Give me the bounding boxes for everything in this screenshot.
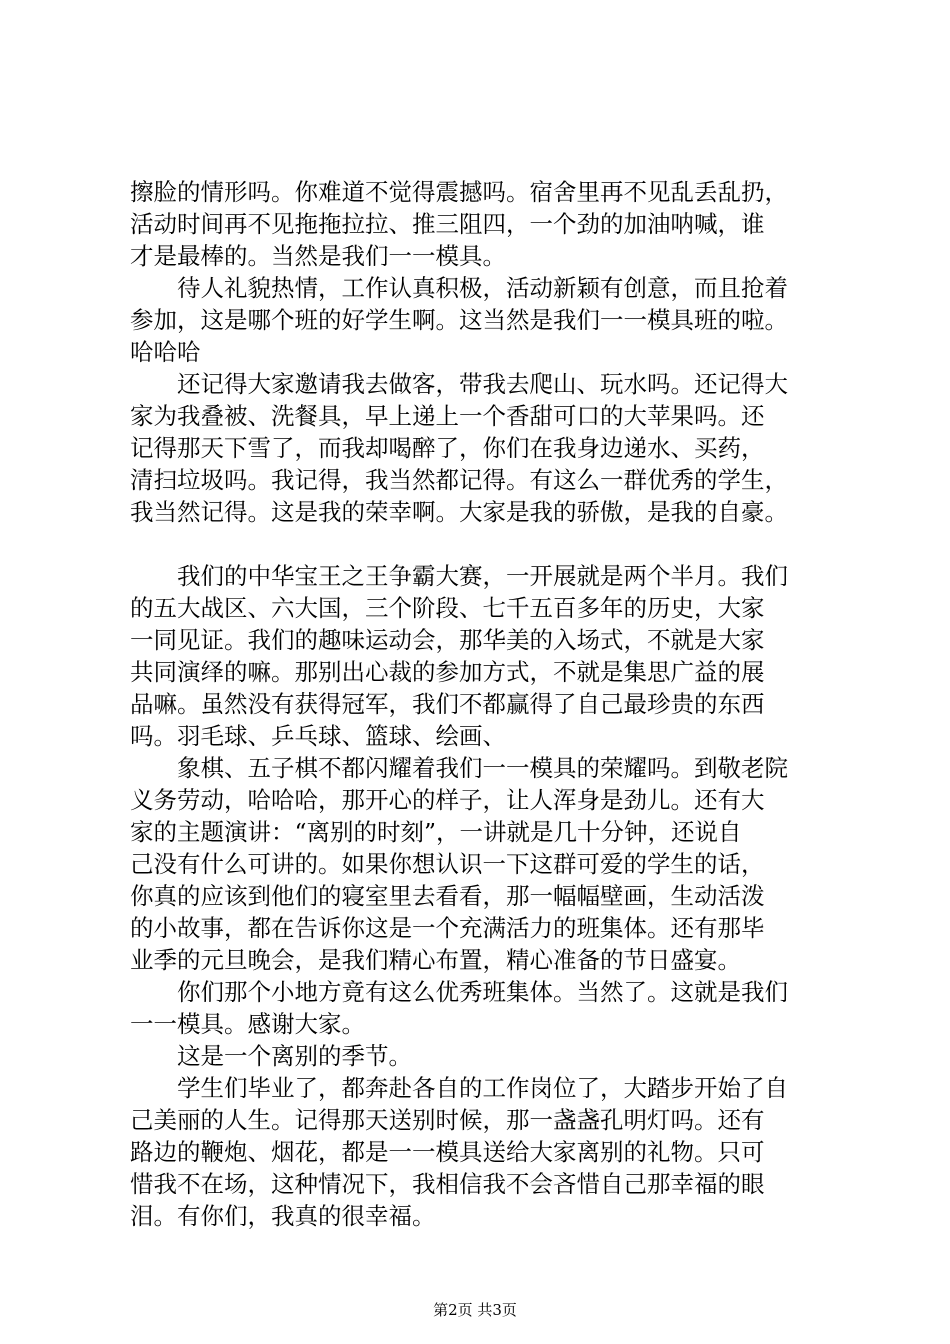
text-line: 路边的鞭炮、烟花，都是一一模具送给大家离别的礼物。只可 [130, 1138, 765, 1166]
page-number-footer: 第2页 共3页 [433, 1301, 517, 1319]
text-line: 象棋、五子棋不都闪耀着我们一一模具的荣耀吗。到敬老院 [177, 754, 788, 782]
text-line: 我们的中华宝王之王争霸大赛，一开展就是两个半月。我们 [177, 562, 788, 590]
text-line: 家的主题演讲：“离别的时刻”，一讲就是几十分钟，还说自 [130, 818, 742, 846]
text-line: 一一模具。感谢大家。 [130, 1010, 365, 1038]
text-line: 还记得大家邀请我去做客，带我去爬山、玩水吗。还记得大 [177, 370, 788, 398]
text-line: 待人礼貌热情，工作认真积极，活动新颖有创意，而且抢着 [177, 274, 788, 302]
text-line: 品嘛。虽然没有获得冠军，我们不都赢得了自己最珍贵的东西 [130, 690, 765, 718]
text-line: 学生们毕业了，都奔赴各自的工作岗位了，大踏步开始了自 [177, 1074, 788, 1102]
text-line: 惜我不在场，这种情况下，我相信我不会吝惜自己那幸福的眼 [130, 1170, 765, 1198]
text-line: 泪。有你们，我真的很幸福。 [130, 1202, 436, 1230]
text-line: 吗。羽毛球、乒乓球、篮球、绘画、 [130, 722, 506, 750]
text-line: 擦脸的情形吗。你难道不觉得震撼吗。宿舍里再不见乱丢乱扔， [130, 178, 788, 206]
text-line: 家为我叠被、洗餐具，早上递上一个香甜可口的大苹果吗。还 [130, 402, 765, 430]
text-line: 活动时间再不见拖拖拉拉、推三阻四，一个劲的加油呐喊，谁 [130, 210, 765, 238]
text-line: 你真的应该到他们的寝室里去看看，那一幅幅壁画，生动活泼 [130, 882, 765, 910]
text-line: 的小故事，都在告诉你这是一个充满活力的班集体。还有那毕 [130, 914, 765, 942]
text-line: 你们那个小地方竟有这么优秀班集体。当然了。这就是我们 [177, 978, 788, 1006]
text-line: 业季的元旦晚会，是我们精心布置，精心准备的节日盛宴。 [130, 946, 741, 974]
text-line: 的五大战区、六大国，三个阶段、七千五百多年的历史，大家 [130, 594, 765, 622]
text-line: 才是最棒的。当然是我们一一模具。 [130, 242, 506, 270]
text-line: 哈哈哈 [130, 338, 201, 366]
text-line: 义务劳动，哈哈哈，那开心的样子，让人浑身是劲儿。还有大 [130, 786, 765, 814]
text-line: 共同演绎的嘛。那别出心裁的参加方式，不就是集思广益的展 [130, 658, 765, 686]
text-line: 清扫垃圾吗。我记得，我当然都记得。有这么一群优秀的学生， [130, 466, 788, 494]
text-line: 己美丽的人生。记得那天送别时候，那一盏盏孔明灯吗。还有 [130, 1106, 765, 1134]
text-line: 这是一个离别的季节。 [177, 1042, 412, 1070]
text-line: 己没有什么可讲的。如果你想认识一下这群可爱的学生的话， [130, 850, 765, 878]
text-line: 参加，这是哪个班的好学生啊。这当然是我们一一模具班的啦。 [130, 306, 788, 334]
text-line: 记得那天下雪了，而我却喝醉了，你们在我身边递水、买药， [130, 434, 765, 462]
text-line: 一同见证。我们的趣味运动会，那华美的入场式，不就是大家 [130, 626, 765, 654]
text-line: 我当然记得。这是我的荣幸啊。大家是我的骄傲，是我的自豪。 [130, 498, 788, 526]
